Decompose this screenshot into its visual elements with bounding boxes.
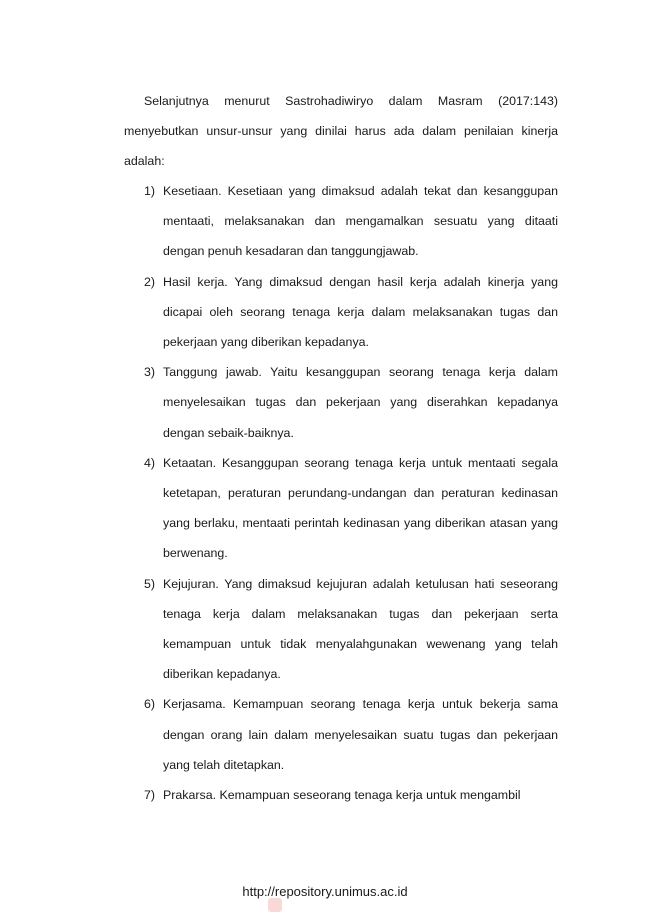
list-item <box>124 448 558 569</box>
list-item-number: 3) <box>144 365 156 380</box>
list-item-number: 7) <box>144 788 156 803</box>
list-item-text: Hasil kerja. Yang dimaksud dengan hasil kerja adalah kinerja yang dicapai oleh seorang tenaga kerja dalam melaksanakan tugas dan pekerjaan yang diberikan kepadanya. <box>163 274 558 350</box>
list-item-text: Ketaatan. Kesanggupan seorang tenaga kerja untuk mentaati segala ketetapan, peraturan perundang-undangan dan peraturan kedinasan yang berlaku, mentaati perintah kedinasan yang diberikan atasan yang berwenang. <box>163 455 558 561</box>
list-item-text: Kerjasama. Kemampuan seorang tenaga kerja untuk bekerja sama dengan orang lain dalam menyelesaikan suatu tugas dan pekerjaan yang telah ditetapkan. <box>163 697 558 772</box>
list-item-number: 4) <box>144 455 156 470</box>
intro-text: Selanjutnya menurut Sastrohadiwiryo dalam Masram (2017:143) menyebutkan unsur-unsur yang dinilai harus ada dalam penilaian kinerja adalah: <box>124 94 558 169</box>
list-item <box>124 267 558 358</box>
list-item-text: Prakarsa. Kemampuan seseorang tenaga kerja untuk mengambil <box>163 788 521 803</box>
list-item <box>124 357 558 448</box>
list-item-text: Tanggung jawab. Yaitu kesanggupan seorang tenaga kerja dalam menyelesaikan tugas dan pekerjaan yang diserahkan kepadanya dengan sebaik-baiknya. <box>163 365 558 440</box>
intro-paragraph <box>124 86 558 177</box>
list-item <box>124 780 558 810</box>
list-item-number: 5) <box>144 576 156 591</box>
list-item <box>124 569 558 690</box>
repository-footer-link[interactable]: http://repository.unimus.ac.id <box>242 884 408 899</box>
list-item-text: Kejujuran. Yang dimaksud kejujuran adalah ketulusan hati seseorang tenaga kerja dalam melaksanakan tugas dan pekerjaan serta kemampuan untuk tidak menyalahgunakan wewenang yang telah diberikan kepadanya. <box>163 576 558 682</box>
list-item-number: 6) <box>144 697 156 712</box>
list-item-number: 2) <box>144 274 156 289</box>
criteria-list <box>124 176 558 810</box>
list-item <box>124 176 558 267</box>
repository-logo-watermark <box>268 898 282 912</box>
list-item <box>124 689 558 780</box>
list-item-number: 1) <box>144 184 156 198</box>
list-item-text: Kesetiaan. Kesetiaan yang dimaksud adalah tekat dan kesanggupan mentaati, melaksanakan dan mengamalkan sesuatu yang ditaati dengan penuh kesadaran dan tanggungjawab. <box>163 184 558 259</box>
